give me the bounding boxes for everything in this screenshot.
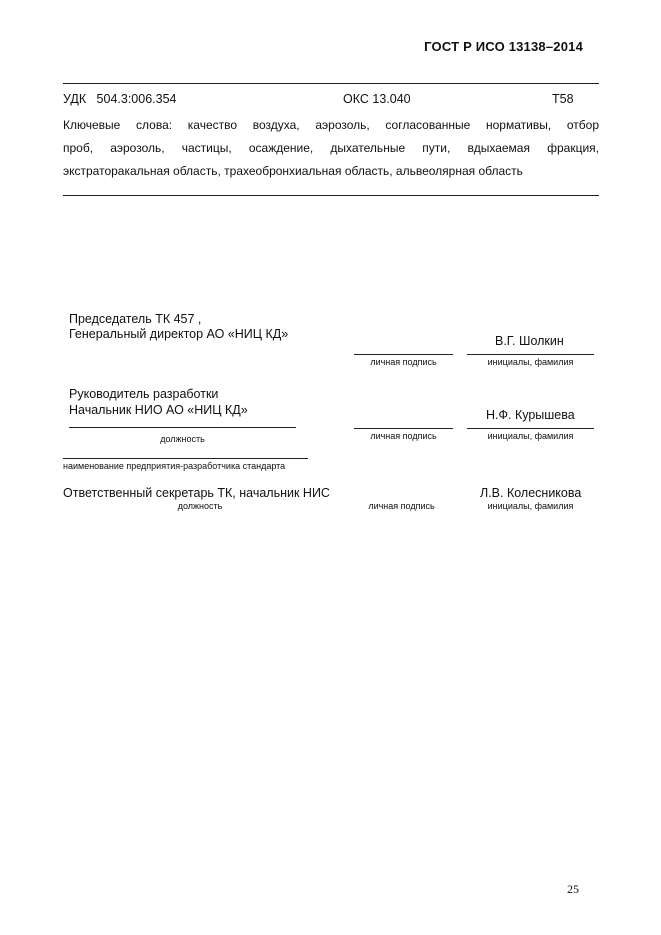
chairman-name-line <box>467 354 594 355</box>
head-position-line <box>69 427 296 428</box>
head-name-caption: инициалы, фамилия <box>487 431 574 441</box>
chairman-name-caption: инициалы, фамилия <box>487 357 574 367</box>
head-title: Руководитель разработки <box>69 387 219 401</box>
keywords-line: проб, аэрозоль, частицы, осаждение, дыхательные пути, вдыхаемая фракция, <box>63 141 599 155</box>
t-code: Т58 <box>552 92 574 106</box>
bottom-divider <box>63 195 599 196</box>
keywords-block <box>63 114 599 183</box>
chairman-signature-caption: личная подпись <box>370 357 437 367</box>
head-position: Начальник НИО АО «НИЦ КД» <box>69 403 248 417</box>
oks-code: ОКС 13.040 <box>343 92 411 106</box>
head-signature-caption: личная подпись <box>370 431 437 441</box>
udk-code: УДК 504.3:006.354 <box>63 92 177 106</box>
head-position-caption: должность <box>160 434 205 444</box>
keywords-line: Ключевые слова: качество воздуха, аэрозоль, согласованные нормативы, отбор <box>63 118 599 132</box>
secretary-name-caption: инициалы, фамилия <box>487 501 574 511</box>
organization-caption: наименование предприятия-разработчика стандарта <box>63 461 286 471</box>
head-name: Н.Ф. Курышева <box>486 408 575 422</box>
head-name-line <box>467 428 594 429</box>
secretary-signature-caption: личная подпись <box>368 501 435 511</box>
head-signature-line <box>354 428 453 429</box>
chairman-title: Председатель ТК 457 , <box>69 312 202 326</box>
keywords-line: экстраторакальная область, трахеобронхиальная область, альвеолярная область <box>63 164 523 178</box>
top-divider <box>63 83 599 84</box>
chairman-position: Генеральный директор АО «НИЦ КД» <box>69 327 289 341</box>
organization-line <box>63 458 308 459</box>
document-code: ГОСТ Р ИСО 13138–2014 <box>424 39 583 54</box>
secretary-name: Л.В. Колесникова <box>480 486 582 500</box>
page-number: 25 <box>567 882 579 896</box>
secretary-title: Ответственный секретарь ТК, начальник НИС <box>63 486 330 500</box>
secretary-position-caption: должность <box>177 501 223 511</box>
chairman-name: В.Г. Шолкин <box>495 334 564 348</box>
chairman-signature-line <box>354 354 453 355</box>
